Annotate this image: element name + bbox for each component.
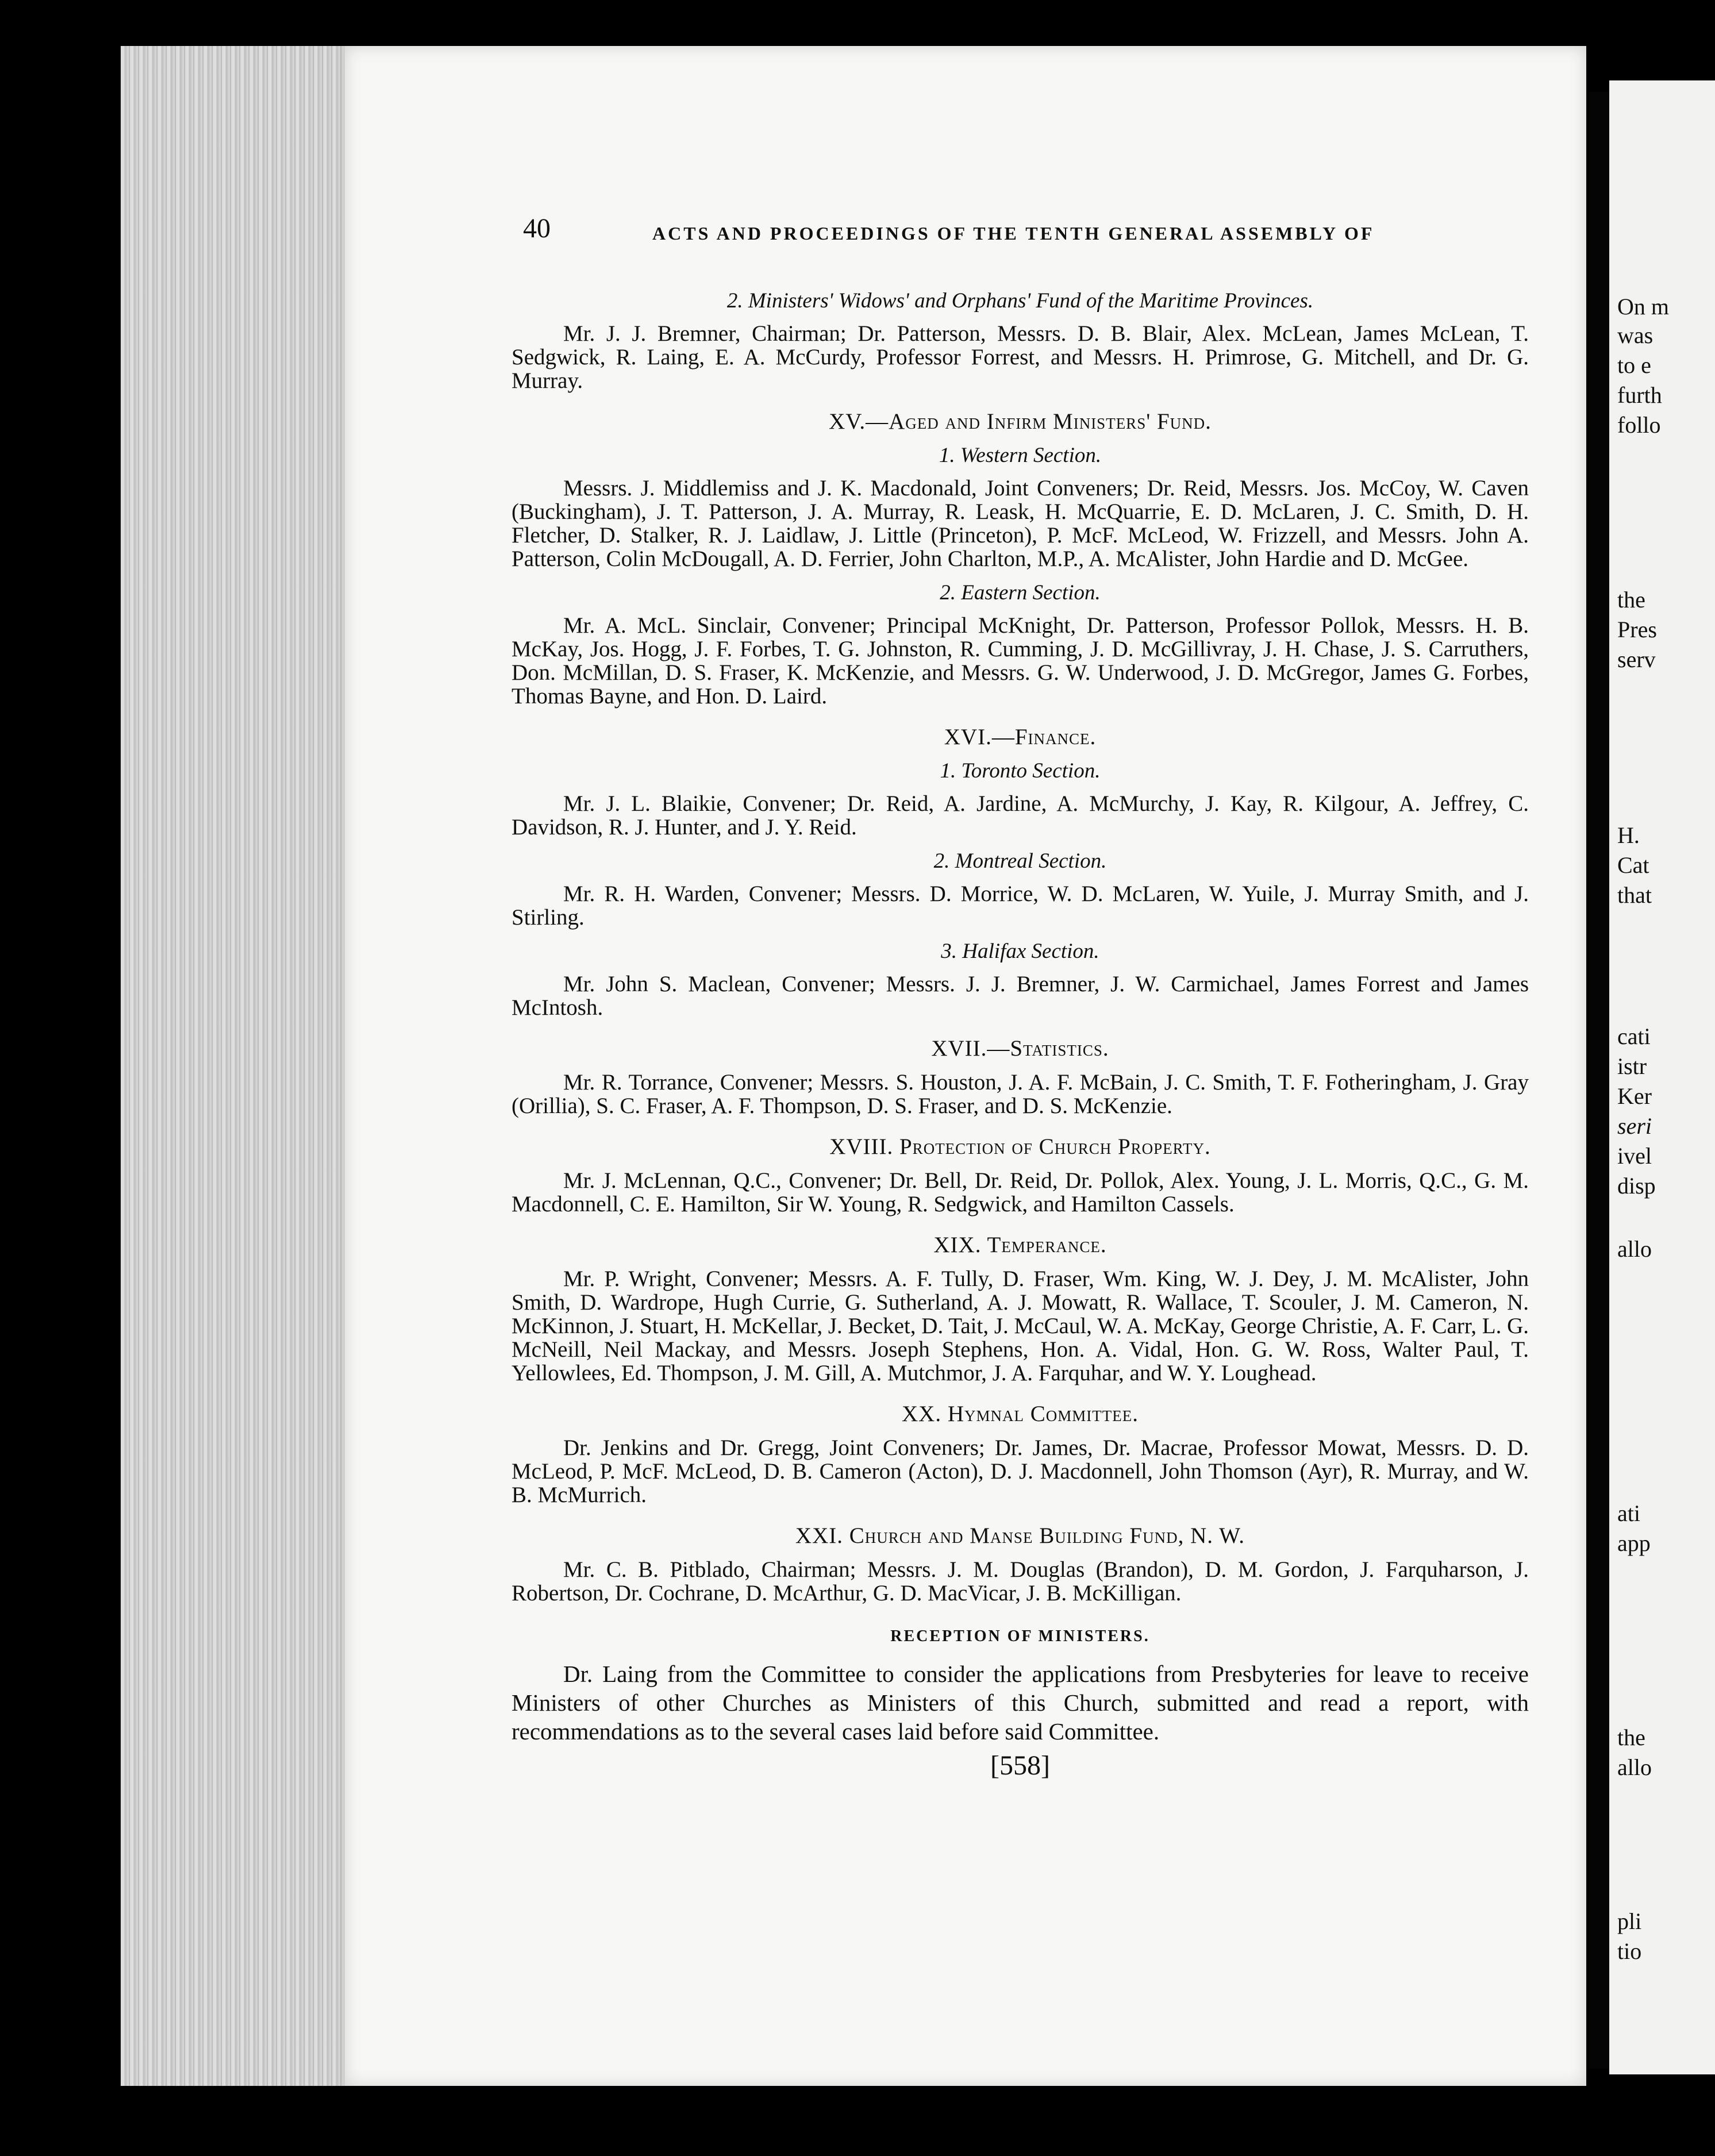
facing-fragment: furth [1617, 382, 1662, 408]
section-heading: XVI.—Finance. [944, 725, 1097, 749]
facing-fragment: pli [1617, 1908, 1642, 1934]
subsection-title: 1. Toronto Section. [940, 759, 1101, 783]
section-heading: XVII.—Statistics. [931, 1036, 1109, 1061]
running-title: ACTS AND PROCEEDINGS OF THE TENTH GENERAL ASSEMBLY OF [652, 223, 1375, 244]
section-heading: XIX. Temperance. [933, 1233, 1107, 1257]
committee-members: Mr. C. B. Pitblado, Chairman; Messrs. J. M. Douglas (Brandon), D. M. Gordon, J. Farquharson, J. Robertson, Dr. Cochrane, D. McArthur, G. D. MacVicar, J. B. McKilligan. [512, 1557, 1529, 1606]
page-content [512, 279, 1529, 1781]
facing-fragment: serv [1617, 646, 1656, 672]
facing-fragment: ivel [1617, 1143, 1652, 1169]
facing-fragment: tio [1617, 1938, 1642, 1964]
section-heading: RECEPTION OF MINISTERS. [890, 1627, 1150, 1645]
facing-fragment: the [1617, 587, 1645, 613]
committee-members: Mr. J. J. Bremner, Chairman; Dr. Patterson, Messrs. D. B. Blair, Alex. McLean, James McLean, T. Sedgwick, R. Laing, E. A. McCurdy, Professor Forrest, and Messrs. H. Primrose, G. Mitchell, and Dr. G. Murray. [512, 321, 1529, 393]
facing-fragment: allo [1617, 1754, 1652, 1780]
facing-fragment: Pres [1617, 617, 1657, 642]
facing-fragment: istr [1617, 1053, 1647, 1079]
committee-members: Mr. P. Wright, Convener; Messrs. A. F. Tully, D. Fraser, Wm. King, W. J. Dey, J. M. McAlister, John Smith, D. Wardrope, Hugh Currie, G. Sutherland, A. J. Mowatt, R. Wallace, T. Scouler, J. M. Cameron, N. McKinnon, J. Stuart, H. McKellar, J. Becket, D. Tait, J. McCaul, W. A. McKay, George Christie, A. F. Carr, L. G. McNeill, Neil Mackay, and Messrs. Joseph Stephens, Hon. A. Vidal, Hon. G. W. Ross, Walter Paul, T. Yellowlees, Ed. Thompson, J. M. Gill, A. Mutchmor, J. A. Farquhar, and W. Y. Loughead. [512, 1266, 1529, 1385]
facing-page [1609, 80, 1715, 2074]
page-marker: [558] [990, 1750, 1050, 1781]
book-gutter [1589, 92, 1609, 2069]
report-paragraph: Dr. Laing from the Committee to consider the applications from Presbyteries for leave to receive Ministers of other Churches as Ministers of this Church, submitted and read a report, with recommendations as to the several cases laid before said Committee. [512, 1661, 1529, 1745]
subsection-title: 2. Montreal Section. [933, 849, 1107, 873]
facing-fragment: app [1617, 1530, 1651, 1556]
facing-fragment: Ker [1617, 1083, 1652, 1109]
facing-fragment: seri [1617, 1113, 1652, 1139]
committee-members: Mr. John S. Maclean, Convener; Messrs. J. J. Bremner, J. W. Carmichael, James Forrest and James McIntosh. [512, 972, 1529, 1020]
committee-members: Mr. A. McL. Sinclair, Convener; Principal McKnight, Dr. Patterson, Professor Pollok, Messrs. H. B. McKay, Jos. Hogg, J. F. Forbes, T. G. Johnston, R. Cumming, J. D. McGillivray, J. H. Chase, J. S. Carruthers, Don. McMillan, D. S. Fraser, K. McKenzie, and Messrs. G. W. Underwood, J. D. McGregor, James G. Forbes, Thomas Bayne, and Hon. D. Laird. [512, 613, 1529, 709]
subsection-title: 2. Ministers' Widows' and Orphans' Fund of the Maritime Provinces. [726, 289, 1314, 313]
page-edges [121, 46, 362, 2086]
committee-members: Messrs. J. Middlemiss and J. K. Macdonald, Joint Conveners; Dr. Reid, Messrs. Jos. McCoy, W. Caven (Buckingham), J. T. Patterson, J. A. Murray, R. Leask, H. McQuarrie, E. D. McLaren, J. C. Smith, D. H. Fletcher, D. Stalker, R. J. Laidlaw, J. Little (Princeton), P. McF. McLeod, W. Frizzell, and Messrs. John A. Patterson, Colin McDougall, A. D. Ferrier, John Charlton, M.P., A. McAlister, John Hardie and D. McGee. [512, 476, 1529, 571]
section-heading: XX. Hymnal Committee. [902, 1402, 1139, 1426]
committee-members: Mr. R. H. Warden, Convener; Messrs. D. Morrice, W. D. McLaren, W. Yuile, J. Murray Smith, and J. Stirling. [512, 881, 1529, 930]
facing-fragment: follo [1617, 412, 1661, 438]
subsection-title: 3. Halifax Section. [941, 940, 1099, 963]
facing-fragment: disp [1617, 1173, 1656, 1199]
facing-fragment: Cat [1617, 852, 1649, 878]
facing-fragment: to e [1617, 352, 1651, 378]
committee-members: Mr. J. L. Blaikie, Convener; Dr. Reid, A. Jardine, A. McMurchy, J. Kay, R. Kilgour, A. Jeffrey, C. Davidson, R. J. Hunter, and J. Y. Reid. [512, 791, 1529, 840]
subsection-title: 1. Western Section. [939, 444, 1102, 467]
facing-fragment: was [1617, 322, 1654, 348]
page-number: 40 [523, 213, 551, 244]
facing-fragment: cati [1617, 1023, 1651, 1049]
running-header [523, 213, 1437, 253]
section-heading: XV.—Aged and Infirm Ministers' Fund. [829, 409, 1212, 434]
section-heading: XXI. Church and Manse Building Fund, N. W. [795, 1523, 1245, 1548]
facing-fragment: that [1617, 882, 1652, 908]
facing-fragment: ati [1617, 1500, 1640, 1526]
facing-fragment: H. [1617, 822, 1640, 848]
committee-members: Mr. J. McLennan, Q.C., Convener; Dr. Bell, Dr. Reid, Dr. Pollok, Alex. Young, J. L. Morris, Q.C., G. M. Macdonnell, C. E. Hamilton, Sir W. Young, R. Sedgwick, and Hamilton Cassels. [512, 1168, 1529, 1216]
committee-members: Dr. Jenkins and Dr. Gregg, Joint Conveners; Dr. James, Dr. Macrae, Professor Mowat, Messrs. D. D. McLeod, P. McF. McLeod, D. B. Cameron (Acton), D. J. Macdonnell, John Thomson (Ayr), R. Murray, and W. B. McMurrich. [512, 1435, 1529, 1507]
facing-fragment: allo [1617, 1236, 1652, 1262]
subsection-title: 2. Eastern Section. [940, 581, 1101, 605]
section-heading: XVIII. Protection of Church Property. [829, 1134, 1211, 1159]
facing-fragment: On m [1617, 294, 1669, 319]
committee-members: Mr. R. Torrance, Convener; Messrs. S. Houston, J. A. F. McBain, J. C. Smith, T. F. Fotheringham, J. Gray (Orillia), S. C. Fraser, A. F. Thompson, D. S. Fraser, and D. S. McKenzie. [512, 1070, 1529, 1118]
facing-fragment: the [1617, 1724, 1645, 1750]
